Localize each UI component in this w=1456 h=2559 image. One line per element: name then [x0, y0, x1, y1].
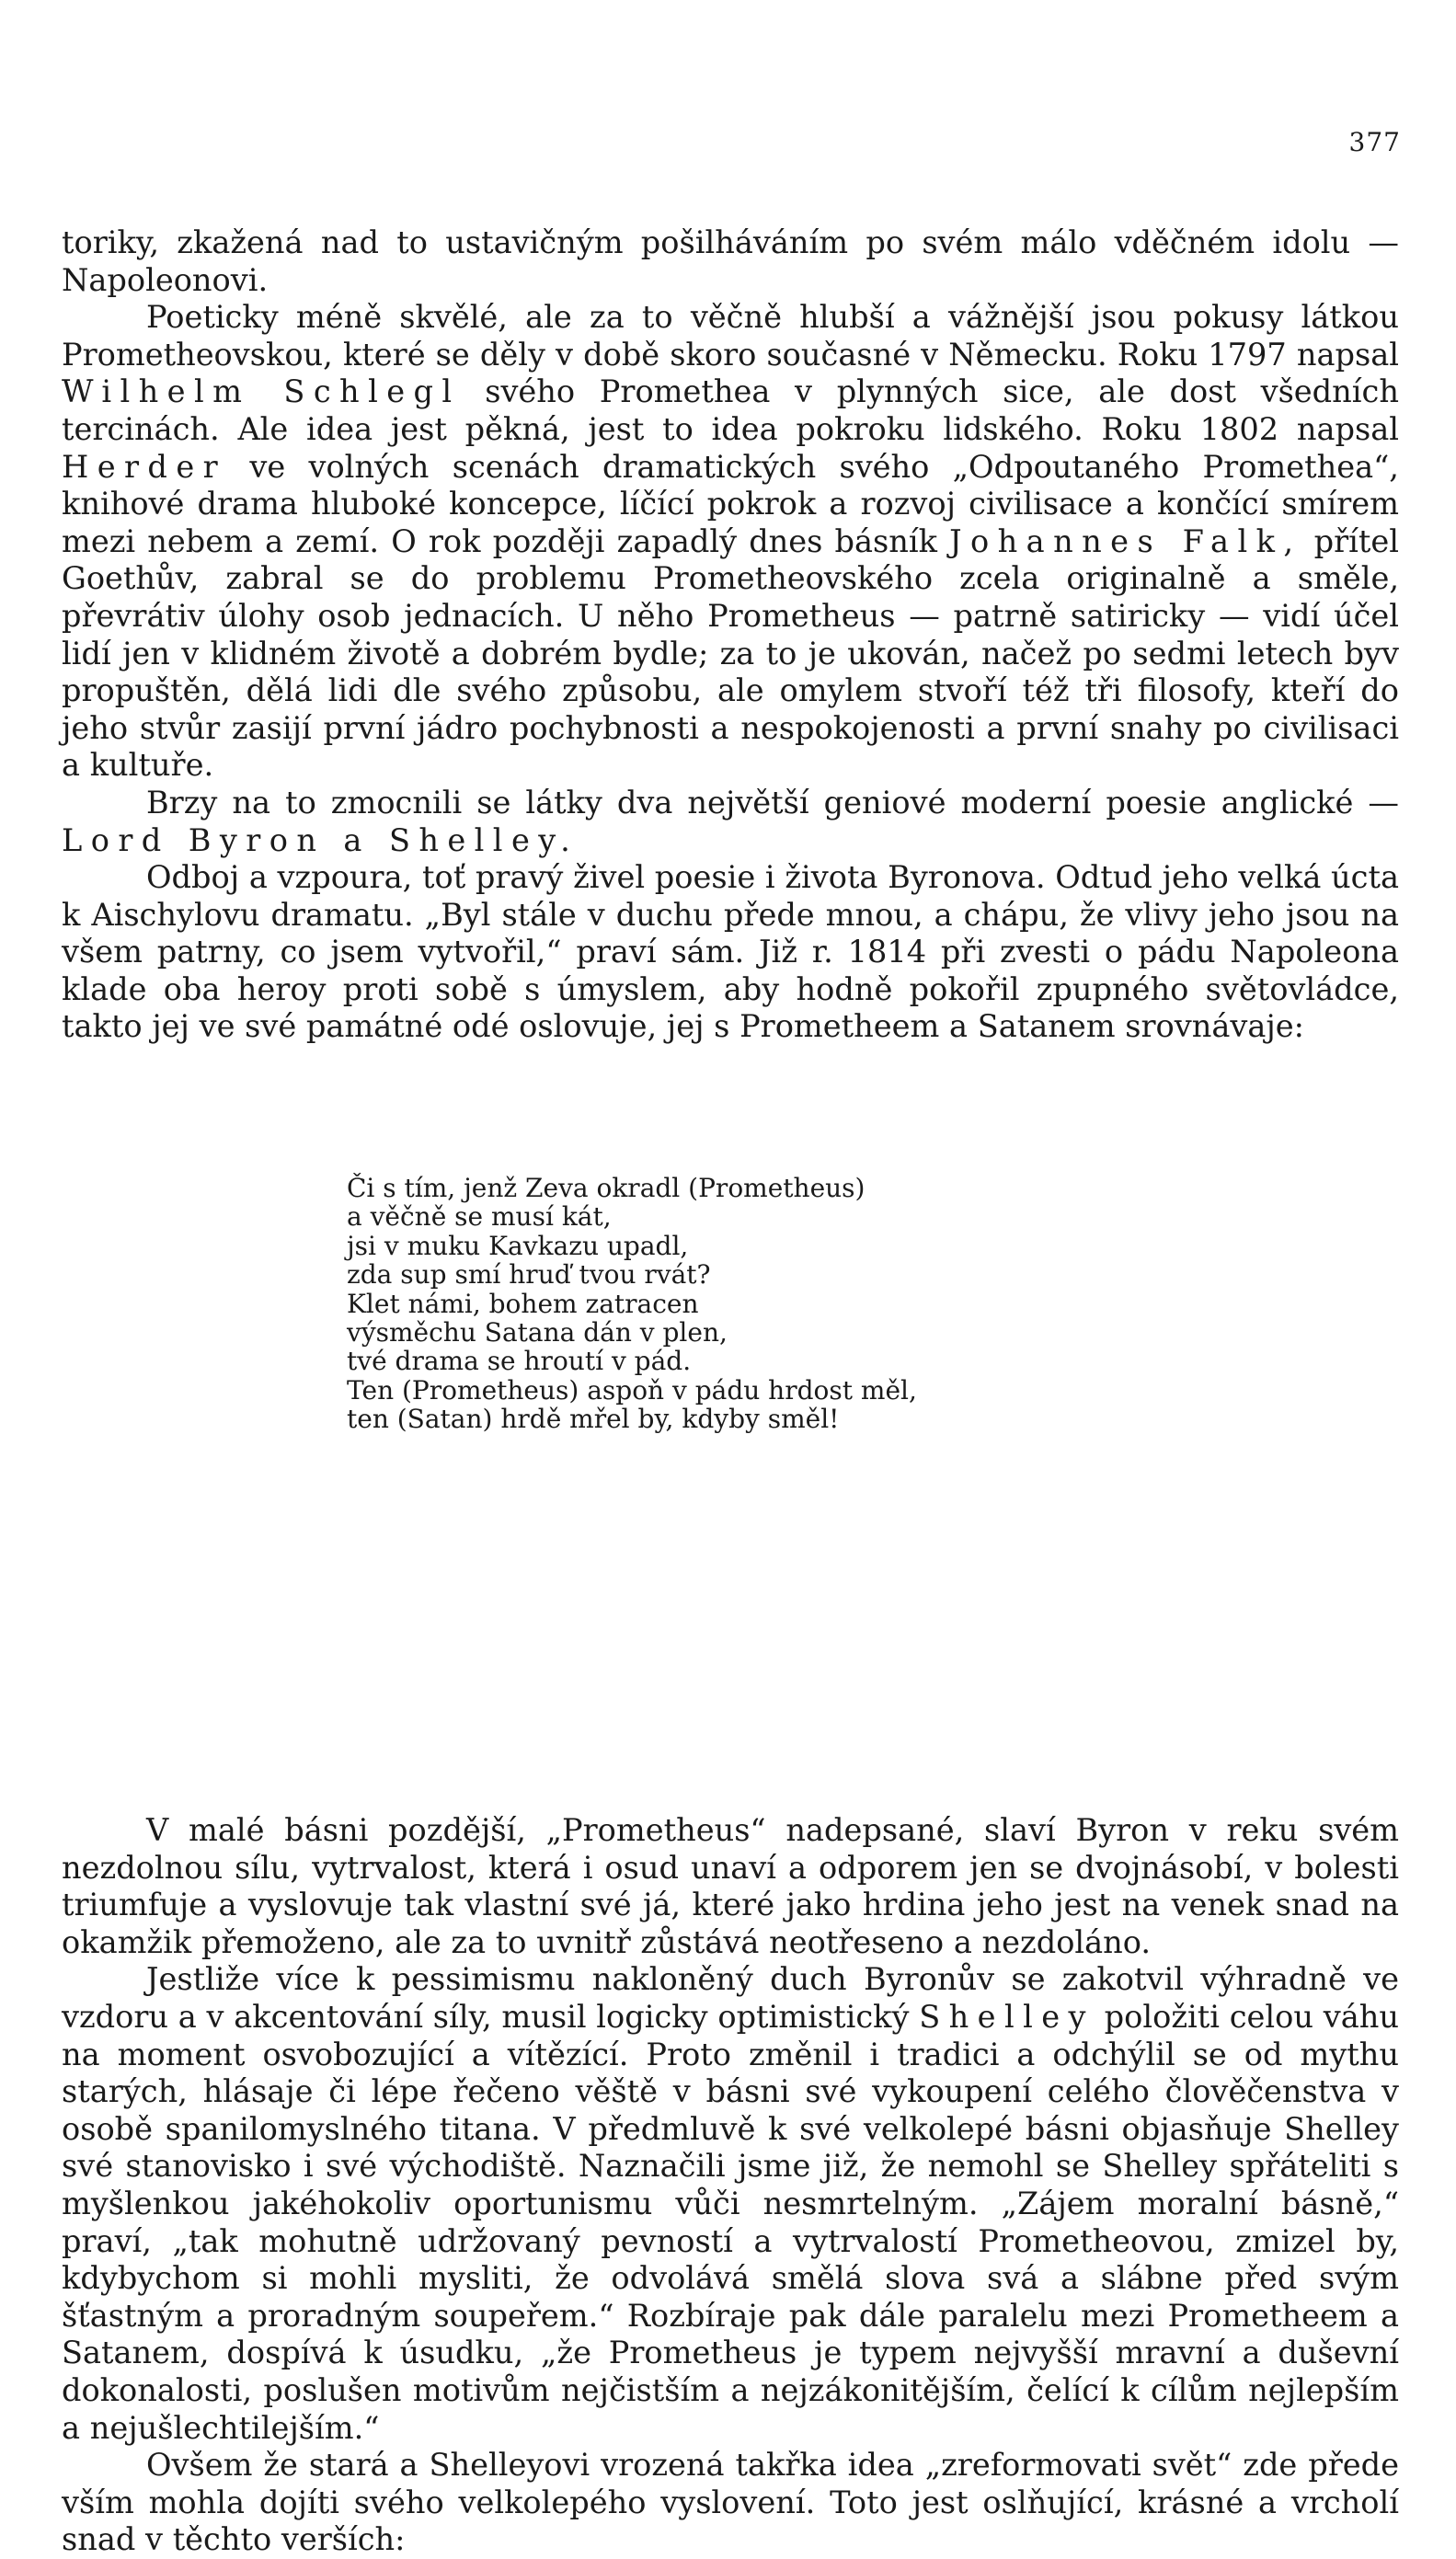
poem-line: zda sup smí hruď tvou rvát? [347, 1259, 711, 1291]
poem-line: Ten (Prometheus) aspoň v pádu hrdost měl, [347, 1374, 917, 1406]
paragraph: Jestliže více k pessimismu nakloněný duch Byronův se zakotvil výhradně ve vzdoru a v akcentování síly, musil logicky optimistický Shelley položiti celou váhu na moment osvobozující a vítězící. Proto změnil i tradici a odchýlil se od mythu starých, hlásaje či lépe řečeno věště v básni své vykoupení celého člověčenstva v osobě spanilomyslného titana. V předmluvě k své velkolepé básni objasňuje Shelley své stanovisko i své východiště. Naznačili jsme již, že nemohl se Shelley spřáteliti s myšlenkou jakéhokoliv oportunismu vůči nesmrtelným. „Zájem moralní básně,“ praví, „tak mohutně udržovaný pevností a vytrvalostí Prometheovou, zmizel by, kdybychom si mohli mysliti, že odvolává smělá slova svá a slábne před svým šťastným a proradným soupeřem.“ Rozbíraje pak dále paralelu mezi Prometheem a Satanem, dospívá k úsudku, „že Prometheus je typem nejvyšší mravní a duševní dokonalosti, poslušen motivům nejčistším a nejzákonitějším, čelící k cílům nejlepším a nejušlechtilejším.“ [62, 1961, 1399, 2446]
paragraph: toriky, zkažená nad to ustavičným pošilháváním po svém málo vděčném idolu — Napoleonovi. [62, 224, 1399, 298]
author-name-shelley: Shelley [919, 1998, 1095, 2035]
poem-line: Klet námi, bohem zatracen [347, 1288, 699, 1319]
poem-line: a věčně se musí kát, [347, 1201, 612, 1233]
author-name-schlegel: Wilhelm Schlegl [62, 373, 461, 410]
poem-line: ten (Satan) hrdě mřel by, kdyby směl! [347, 1404, 840, 1435]
poem-line: tvé drama se hroutí v pád. [347, 1346, 692, 1377]
poem-line: Či s tím, jenž Zeva okradl (Prometheus) [347, 1173, 866, 1203]
paragraph: Odboj a vzpoura, toť pravý živel poesie i života Byronova. Odtud jeho velká úcta k Aischylovu dramatu. „Byl stále v duchu přede mnou, a chápu, že vlivy jeho jsou na všem patrny, co jsem vytvořil,“ praví sám. Již r. 1814 při zvesti o pádu Napoleona klade oba heroy proti sobě s úmyslem, aby hodně pokořil zpupného světovládce, takto jej ve své památné odé oslovuje, jej s Prometheem a Satanem srovnávaje: [62, 859, 1399, 1045]
paragraph: Poeticky méně skvělé, ale za to věčně hlubší a vážnější jsou pokusy látkou Prometheovskou, které se děly v době skoro současné v Německu. Roku 1797 napsal Wilhelm Schlegl svého Promethea v plynných sice, ale dost všedních tercinách. Ale idea jest pěkná, jest to idea pokroku lidského. Roku 1802 napsal Herder ve volných scenách dramatických svého „Odpoutaného Promethea“, knihové drama hluboké koncepce, líčící pokrok a rozvoj civilisace a končící smírem mezi nebem a zemí. O rok později zapadlý dnes básník Johannes Falk, přítel Goethův, zabral se do problemu Prometheovského zcela originalně a směle, převrátiv úlohy osob jednacích. U něho Prometheus — patrně satiricky — vidí účel lidí jen v klidném životě a dobrém bydle; za to je ukován, načež po sedmi letech byv propuštěn, dělá lidi dle svého způsobu, ale omylem stvoří též tři filosofy, kteří do jeho stvůr zasijí první jádro pochybnosti a nespokojenosti a první snahy po civilisaci a kultuře. [62, 299, 1399, 784]
page-number: 377 [1348, 127, 1401, 157]
paragraph: Ovšem že stará a Shelleyovi vrozená takřka idea „zreformovati svět“ zde přede vším mohla dojíti svého velkolepého vyslovení. Toto jest oslňující, krásné a vrcholí snad v těchto verších: [62, 2447, 1399, 2558]
author-name-herder: Herder [62, 448, 227, 485]
author-name-byron-shelley: Lord Byron a Shelley. [62, 821, 579, 858]
paragraph: Brzy na to zmocnili se látky dva největší geniové moderní poesie anglické — Lord Byron a Shelley. [62, 784, 1399, 858]
poem-quote [347, 1174, 917, 1434]
author-name-falk: Johannes Falk, [949, 522, 1302, 559]
poem-line: výsměchu Satana dán v plen, [347, 1317, 728, 1348]
poem-line: jsi v muku Kavkazu upadl, [347, 1230, 689, 1261]
text-block-after-poem [62, 1812, 1399, 2559]
paragraph: V malé básni pozdější, „Prometheus“ nadepsané, slaví Byron v reku svém nezdolnou sílu, vytrvalost, která i osud unaví a odporem jen se dvojnásobí, v bolesti triumfuje a vyslovuje tak vlastní své já, které jako hrdina jeho jest na venek snad na okamžik přemoženo, ale za to uvnitř zůstává neotřeseno a nezdoláno. [62, 1812, 1399, 1960]
text-block-before-poem [62, 224, 1399, 1046]
